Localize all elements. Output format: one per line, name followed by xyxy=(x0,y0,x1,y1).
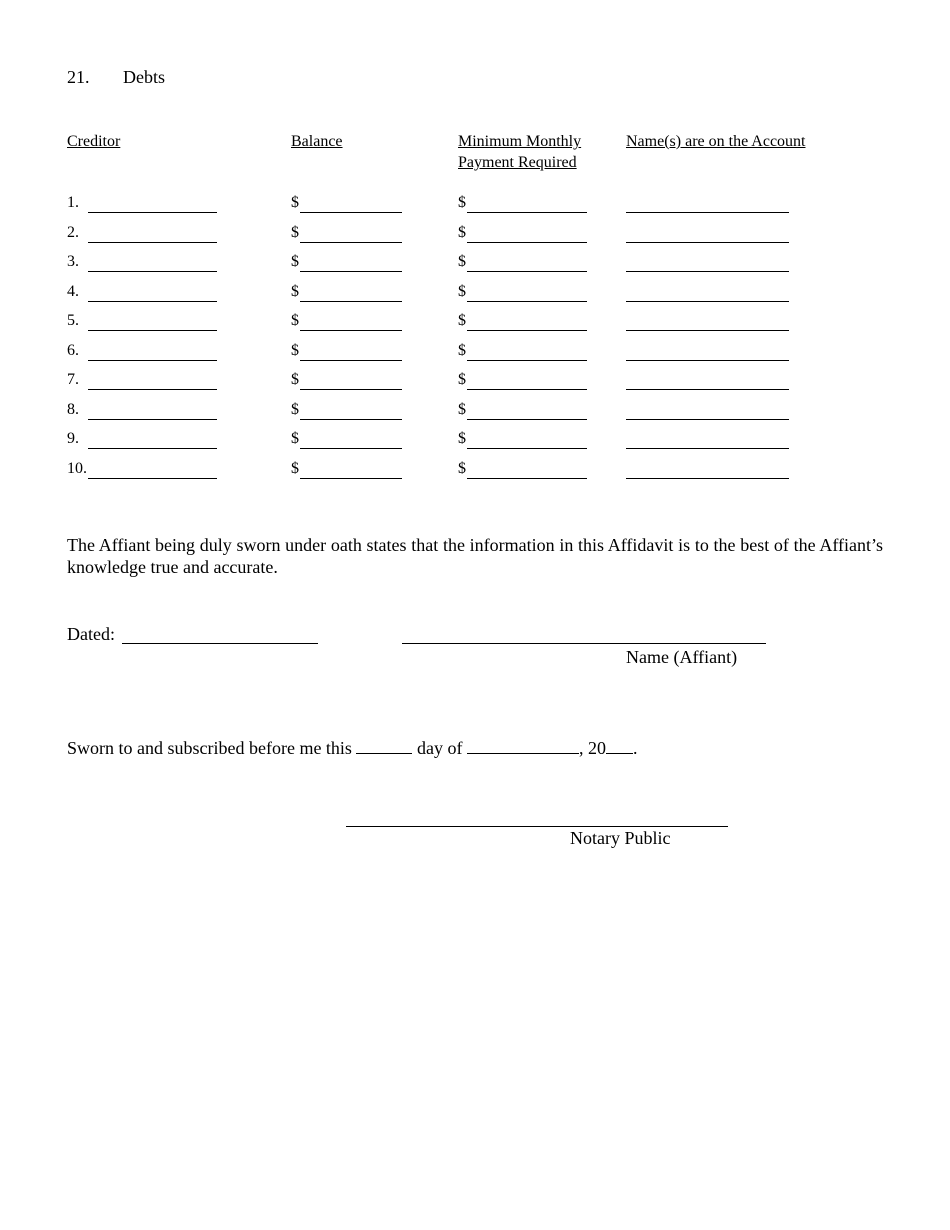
account-names-field[interactable] xyxy=(626,253,789,272)
min-payment-field[interactable] xyxy=(467,401,587,420)
balance-field[interactable] xyxy=(300,283,402,302)
affiant-signature-field[interactable] xyxy=(402,643,766,644)
sworn-month-field[interactable] xyxy=(467,737,579,754)
table-row xyxy=(0,430,950,454)
min-payment-currency: $ xyxy=(458,194,466,211)
sworn-day-field[interactable] xyxy=(356,737,412,754)
balance-field[interactable] xyxy=(300,253,402,272)
row-number: 3. xyxy=(67,253,79,270)
dated-label: Dated: xyxy=(67,624,115,644)
balance-field[interactable] xyxy=(300,460,402,479)
column-header-creditor: Creditor xyxy=(67,133,121,150)
section-title: Debts xyxy=(123,67,165,87)
min-payment-field[interactable] xyxy=(467,312,587,331)
min-payment-currency: $ xyxy=(458,223,466,241)
sworn-text-1: Sworn to and subscribed before me this xyxy=(67,738,352,758)
row-number: 9. xyxy=(67,430,79,447)
row-number: 2. xyxy=(67,223,79,241)
min-payment-field[interactable] xyxy=(467,194,587,213)
balance-currency: $ xyxy=(291,282,299,300)
min-payment-currency: $ xyxy=(458,430,466,447)
creditor-field[interactable] xyxy=(88,460,217,479)
min-payment-currency: $ xyxy=(458,341,466,359)
table-row xyxy=(0,224,950,248)
account-names-field[interactable] xyxy=(626,371,789,390)
min-payment-currency: $ xyxy=(458,253,466,270)
min-payment-field[interactable] xyxy=(467,342,587,361)
creditor-field[interactable] xyxy=(88,401,217,420)
dated-field[interactable] xyxy=(122,643,318,644)
balance-currency: $ xyxy=(291,371,299,388)
account-names-field[interactable] xyxy=(626,401,789,420)
creditor-field[interactable] xyxy=(88,371,217,390)
balance-field[interactable] xyxy=(300,342,402,361)
balance-currency: $ xyxy=(291,400,299,418)
balance-currency: $ xyxy=(291,194,299,211)
min-payment-currency: $ xyxy=(458,400,466,418)
row-number: 5. xyxy=(67,312,79,329)
balance-currency: $ xyxy=(291,223,299,241)
account-names-field[interactable] xyxy=(626,224,789,243)
min-payment-field[interactable] xyxy=(467,430,587,449)
min-payment-field[interactable] xyxy=(467,460,587,479)
balance-currency: $ xyxy=(291,312,299,329)
sworn-statement xyxy=(67,737,637,759)
sworn-year-field[interactable] xyxy=(606,737,633,754)
min-payment-currency: $ xyxy=(458,282,466,300)
account-names-field[interactable] xyxy=(626,342,789,361)
balance-field[interactable] xyxy=(300,401,402,420)
column-header-min-payment: Minimum Monthly Payment Required xyxy=(458,133,582,171)
min-payment-field[interactable] xyxy=(467,371,587,390)
row-number: 8. xyxy=(67,400,79,418)
table-row xyxy=(0,342,950,366)
creditor-field[interactable] xyxy=(88,283,217,302)
creditor-field[interactable] xyxy=(88,312,217,331)
row-number: 1. xyxy=(67,194,79,211)
affiant-name-label: Name (Affiant) xyxy=(626,647,738,667)
min-payment-field[interactable] xyxy=(467,224,587,243)
creditor-field[interactable] xyxy=(88,253,217,272)
balance-field[interactable] xyxy=(300,312,402,331)
account-names-field[interactable] xyxy=(626,194,789,213)
table-row xyxy=(0,401,950,425)
table-row xyxy=(0,253,950,277)
sworn-text-4: . xyxy=(632,738,638,758)
row-number: 10. xyxy=(67,459,87,477)
balance-currency: $ xyxy=(291,253,299,270)
account-names-field[interactable] xyxy=(626,430,789,449)
account-names-field[interactable] xyxy=(626,312,789,331)
column-header-balance: Balance xyxy=(291,133,343,150)
balance-field[interactable] xyxy=(300,371,402,390)
balance-currency: $ xyxy=(291,459,299,477)
table-row xyxy=(0,371,950,395)
notary-signature-field[interactable] xyxy=(346,826,728,827)
creditor-field[interactable] xyxy=(88,342,217,361)
balance-currency: $ xyxy=(291,341,299,359)
balance-field[interactable] xyxy=(300,224,402,243)
creditor-field[interactable] xyxy=(88,194,217,213)
table-row xyxy=(0,460,950,484)
table-row xyxy=(0,283,950,307)
creditor-field[interactable] xyxy=(88,430,217,449)
balance-currency: $ xyxy=(291,430,299,447)
section-number: 21. xyxy=(67,67,90,87)
account-names-field[interactable] xyxy=(626,283,789,302)
notary-public-label: Notary Public xyxy=(570,828,671,848)
min-payment-currency: $ xyxy=(458,371,466,388)
affidavit-statement: The Affiant being duly sworn under oath states that the information in this Affidavit is to the best of the Affiant’s knowledge true and accurate. xyxy=(67,535,883,577)
min-payment-currency: $ xyxy=(458,312,466,329)
account-names-field[interactable] xyxy=(626,460,789,479)
sworn-text-3: , 20 xyxy=(578,738,606,758)
table-row xyxy=(0,194,950,218)
row-number: 6. xyxy=(67,341,79,359)
row-number: 4. xyxy=(67,282,79,300)
row-number: 7. xyxy=(67,371,79,388)
column-header-names: Name(s) are on the Account xyxy=(626,133,806,150)
creditor-field[interactable] xyxy=(88,224,217,243)
min-payment-field[interactable] xyxy=(467,253,587,272)
table-row xyxy=(0,312,950,336)
balance-field[interactable] xyxy=(300,194,402,213)
min-payment-field[interactable] xyxy=(467,283,587,302)
min-payment-currency: $ xyxy=(458,459,466,477)
sworn-text-2: day of xyxy=(416,738,463,758)
balance-field[interactable] xyxy=(300,430,402,449)
